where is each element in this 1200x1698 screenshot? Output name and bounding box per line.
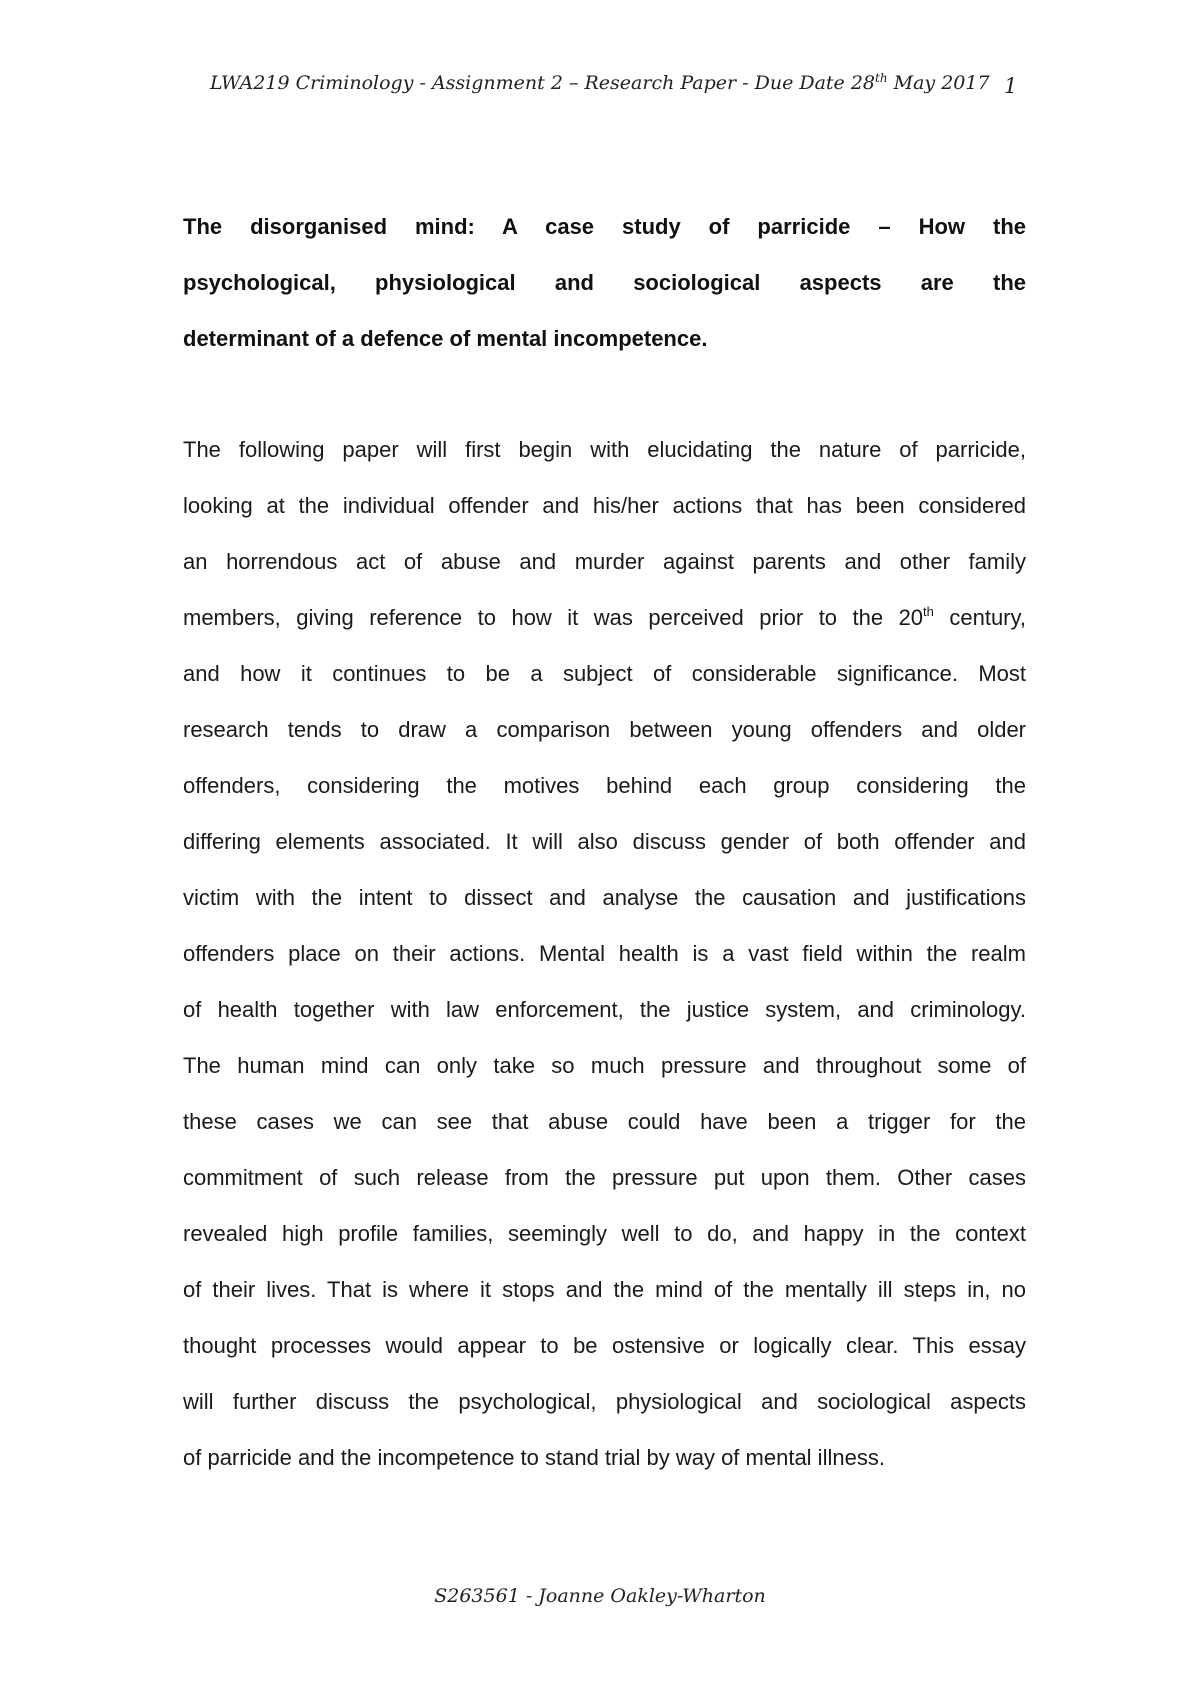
page-number: 1: [1004, 74, 1018, 98]
header-title-main: LWA219 Criminology - Assignment 2 – Research Paper - Due Date 28: [210, 72, 876, 94]
body-line: commitment of such release from the pressure put upon them. Other cases: [183, 1165, 1026, 1190]
body-line: The following paper will first begin with elucidating the nature of parricide,: [183, 437, 1026, 462]
body-line: victim with the intent to dissect and analyse the causation and justifications: [183, 885, 1026, 910]
header-title: [210, 72, 990, 94]
body-line: offenders, considering the motives behind each group considering the: [183, 773, 1026, 798]
body-line: will further discuss the psychological, physiological and sociological aspects: [183, 1389, 1026, 1414]
body-line: research tends to draw a comparison between young offenders and older: [183, 717, 1026, 742]
body-line: these cases we can see that abuse could have been a trigger for the: [183, 1109, 1026, 1134]
body-line: thought processes would appear to be ostensive or logically clear. This essay: [183, 1333, 1026, 1358]
body-line: of parricide and the incompetence to stand trial by way of mental illness.: [183, 1445, 885, 1470]
body-line: looking at the individual offender and his/her actions that has been considered: [183, 493, 1026, 518]
body-line: differing elements associated. It will also discuss gender of both offender and: [183, 829, 1026, 854]
paper-title-line: The disorganised mind: A case study of parricide – How the: [183, 214, 1026, 239]
body-line: of health together with law enforcement, the justice system, and criminology.: [183, 997, 1026, 1022]
superscript: th: [923, 604, 934, 619]
paper-title: [183, 199, 1026, 367]
body-line: revealed high profile families, seemingly well to do, and happy in the context: [183, 1221, 1026, 1246]
body-line-text: members, giving reference to how it was perceived prior to the 20: [183, 605, 924, 630]
body-paragraph: [183, 422, 1026, 1486]
paper-title-line: determinant of a defence of mental incompetence.: [183, 326, 708, 351]
header-title-date: May 2017: [887, 72, 990, 94]
body-line: [183, 590, 1026, 646]
body-line: and how it continues to be a subject of considerable significance. Most: [183, 661, 1026, 686]
page-footer: S263561 - Joanne Oakley-Wharton: [434, 1585, 766, 1607]
body-line: an horrendous act of abuse and murder against parents and other family: [183, 549, 1026, 574]
paper-title-line: psychological, physiological and sociological aspects are the: [183, 270, 1026, 295]
body-line: offenders place on their actions. Mental health is a vast field within the realm: [183, 941, 1026, 966]
body-line-text: century,: [933, 605, 1026, 630]
body-line: of their lives. That is where it stops and the mind of the mentally ill steps in, no: [183, 1277, 1026, 1302]
page-header: [0, 72, 1200, 102]
header-title-superscript: th: [875, 71, 888, 85]
body-line: The human mind can only take so much pressure and throughout some of: [183, 1053, 1026, 1078]
